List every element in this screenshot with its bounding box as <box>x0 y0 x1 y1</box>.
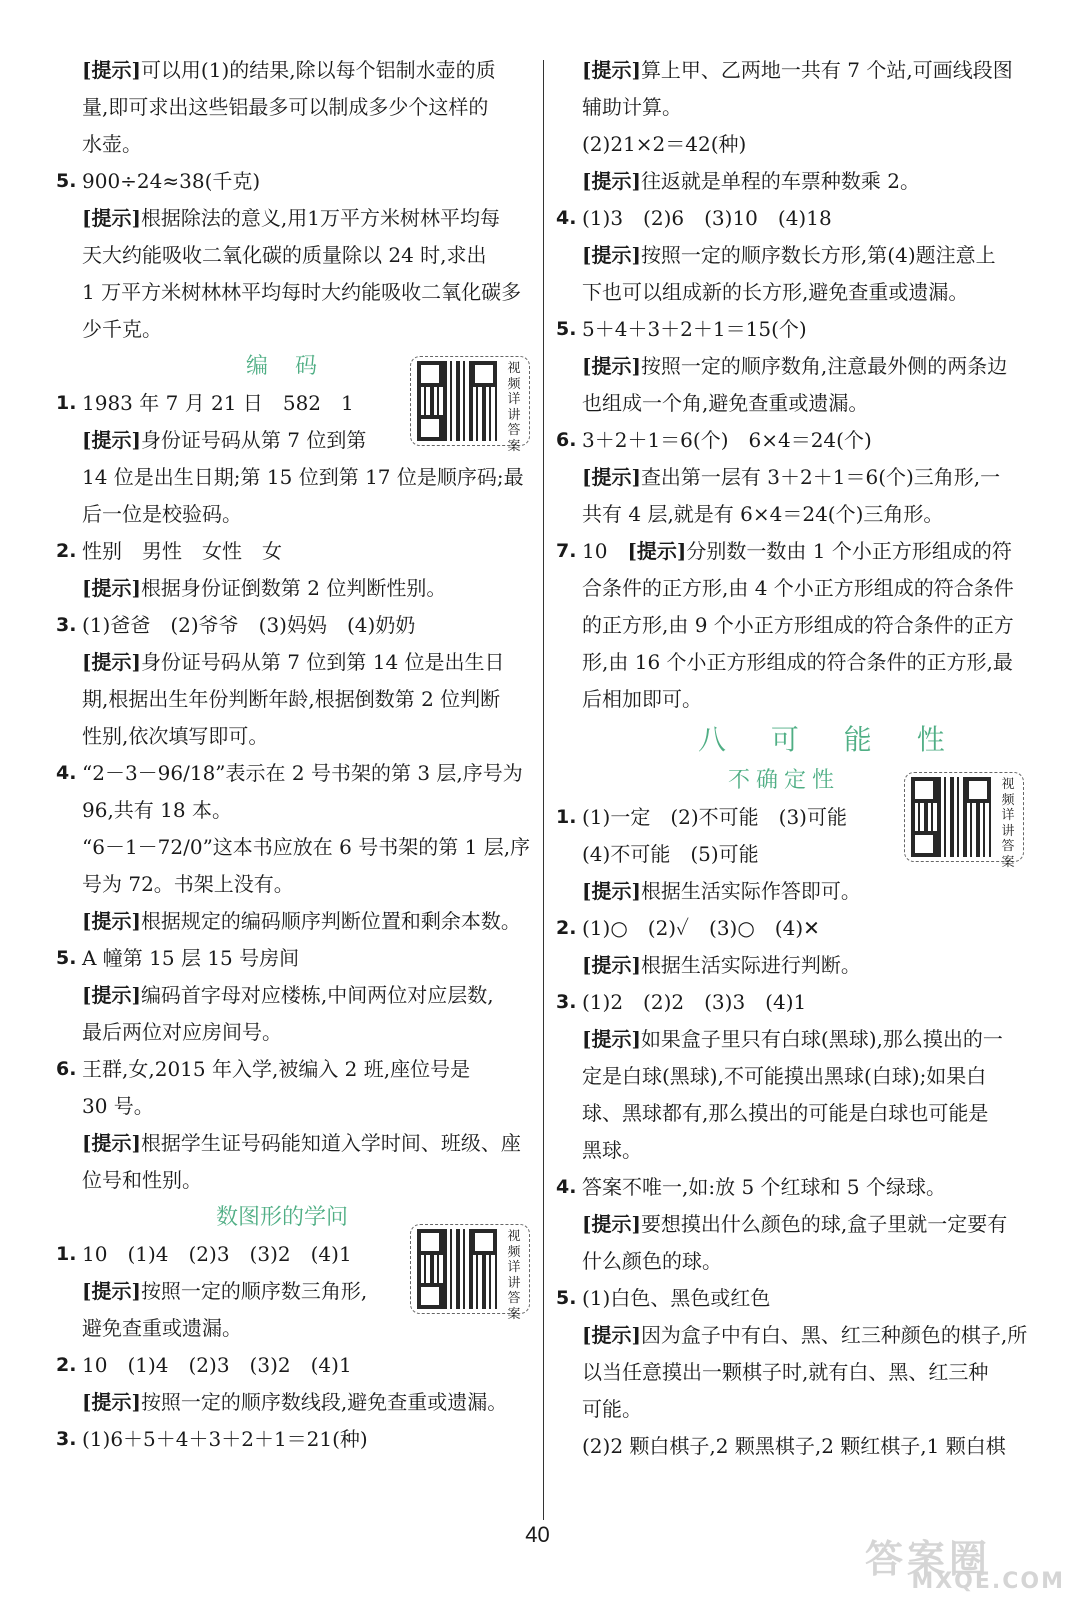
qr-code[interactable]: 视频详讲答案 <box>410 356 530 446</box>
hint-line: [提示]按照一定的顺序数三角形, <box>82 1279 368 1303</box>
text-line: 96,共有 18 本。 <box>82 798 232 822</box>
text-line: 的正方形,由 9 个小正方形组成的符合条件的正方 <box>582 613 1014 637</box>
section-title-shutu: 数图形的学问 <box>216 1205 349 1230</box>
hint-line: [提示]往返就是单程的车票种数乘 2。 <box>582 169 921 193</box>
text-line: 性别,依次填写即可。 <box>82 724 269 748</box>
question-3: 3. (1)2 (2)2 (3)3 (4)1 <box>556 990 807 1014</box>
text-line: 后相加即可。 <box>582 687 702 711</box>
hint-line: [提示]按照一定的顺序数角,注意最外侧的两条边 <box>582 354 1008 378</box>
question-5: 5. A 幢第 15 层 15 号房间 <box>56 946 300 970</box>
hint-line: [提示]根据身份证倒数第 2 位判断性别。 <box>82 576 447 600</box>
page-number: 40 <box>525 1522 550 1547</box>
text-line: 14 位是出生日期;第 15 位到第 17 位是顺序码;最 <box>82 465 524 489</box>
text-line: 30 号。 <box>82 1094 154 1118</box>
question-2: 2. 性别 男性 女性 女 <box>56 539 282 563</box>
text-line: 后一位是校验码。 <box>82 502 242 526</box>
question-3: 3. (1)6＋5＋4＋3＋2＋1＝21(种) <box>56 1427 368 1451</box>
text-line: 共有 4 层,就是有 6×4＝24(个)三角形。 <box>582 502 944 526</box>
question-1: 1. 10 (1)4 (2)3 (3)2 (4)1 <box>56 1242 352 1266</box>
text-line: 1 万平方米树林林平均每时大约能吸收二氧化碳多 <box>82 280 522 304</box>
text-line: 天大约能吸收二氧化碳的质量除以 24 时,求出 <box>82 243 487 267</box>
hint-line: [提示]根据生活实际进行判断。 <box>582 953 861 977</box>
hint-tag: [提示] <box>82 58 141 82</box>
text-line: 形,由 16 个小正方形组成的符合条件的正方形,最 <box>582 650 1013 674</box>
text-line: 水壶。 <box>82 132 142 156</box>
question-6: 6. 王群,女,2015 年入学,被编入 2 班,座位号是 <box>56 1057 471 1081</box>
hint-line: [提示]编码首字母对应楼栋,中间两位对应层数, <box>82 983 494 1007</box>
text-line: 避免查重或遗漏。 <box>82 1316 242 1340</box>
hint-line: [提示]根据规定的编码顺序判断位置和剩余本数。 <box>82 909 521 933</box>
question-2: 2. (1)○ (2)✓ (3)○ (4)✕ <box>556 916 820 940</box>
text-line: 量,即可求出这些铝最多可以制成多少个这样的 <box>82 95 489 119</box>
text-line: 最后两位对应房间号。 <box>82 1020 282 1044</box>
hint-line: [提示]身份证号码从第 7 位到第 14 位是出生日 <box>82 650 505 674</box>
text-line: 以当任意摸出一颗棋子时,就有白、黑、红三种 <box>582 1360 989 1384</box>
question-6: 6. 3＋2＋1＝6(个) 6×4＝24(个) <box>556 428 872 452</box>
watermark-logo: 答案圈 MXQE.COM <box>865 1537 1065 1594</box>
question-1: 1. (1)一定 (2)不可能 (3)可能 <box>556 805 847 829</box>
text-line: 也组成一个角,避免查重或遗漏。 <box>582 391 869 415</box>
qr-code-icon <box>911 777 991 857</box>
question-5: 5. (1)白色、黑色或红色 <box>556 1286 771 1310</box>
qr-code-icon <box>417 361 497 441</box>
question-2: 2. 10 (1)4 (2)3 (3)2 (4)1 <box>56 1353 352 1377</box>
text-line: 辅助计算。 <box>582 95 682 119</box>
hint-line: [提示]因为盒子中有白、黑、红三种颜色的棋子,所 <box>582 1323 1028 1347</box>
hint-line: [提示]算上甲、乙两地一共有 7 个站,可画线段图 <box>582 58 1013 82</box>
question-7: 7. 10 [提示]分别数一数由 1 个小正方形组成的符 <box>556 539 1012 563</box>
section-title-bianma: 编 码 <box>246 354 327 379</box>
text-line: [提示]可以用(1)的结果,除以每个铝制水壶的质 <box>82 58 496 82</box>
text-line: 合条件的正方形,由 4 个小正方形组成的符合条件 <box>582 576 1014 600</box>
text-line: “6－1－72/0”这本书应放在 6 号书架的第 1 层,序 <box>82 835 531 859</box>
question-3: 3. (1)爸爸 (2)爷爷 (3)妈妈 (4)奶奶 <box>56 613 416 637</box>
text-line: 位号和性别。 <box>82 1168 202 1192</box>
hint-line: [提示]要想摸出什么颜色的球,盒子里就一定要有 <box>582 1212 1008 1236</box>
text-line: (4)不可能 (5)可能 <box>582 842 759 866</box>
hint-line: [提示]根据除法的意义,用1万平方米树林平均每 <box>82 206 501 230</box>
right-column <box>556 52 1046 1465</box>
hint-line: [提示]身份证号码从第 7 位到第 <box>82 428 367 452</box>
hint-line: [提示]按照一定的顺序数长方形,第(4)题注意上 <box>582 243 996 267</box>
text-line: 号为 72。书架上没有。 <box>82 872 294 896</box>
qr-code[interactable]: 视频详讲答案 <box>410 1224 530 1314</box>
text-line: 什么颜色的球。 <box>582 1249 722 1273</box>
question-4: 4. 答案不唯一,如:放 5 个红球和 5 个绿球。 <box>556 1175 946 1199</box>
hint-line: [提示]查出第一层有 3＋2＋1＝6(个)三角形,一 <box>582 465 1001 489</box>
qr-code[interactable]: 视频详讲答案 <box>904 772 1024 862</box>
text-line: 期,根据出生年份判断年龄,根据倒数第 2 位判断 <box>82 687 501 711</box>
question-5: 5. 900÷24≈38(千克) <box>56 169 261 193</box>
hint-line: [提示]根据生活实际作答即可。 <box>582 879 861 903</box>
column-divider <box>543 60 544 1520</box>
chapter-title: 八 可 能 性 <box>698 723 963 756</box>
question-4: 4. “2－3－96/18”表示在 2 号书架的第 3 层,序号为 <box>56 761 523 785</box>
qr-code-icon <box>417 1229 497 1309</box>
question-1: 1. 1983 年 7 月 21 日 582 1 <box>56 391 354 415</box>
hint-line: [提示]如果盒子里只有白球(黑球),那么摸出的一 <box>582 1027 1003 1051</box>
text-line: 球、黑球都有,那么摸出的可能是白球也可能是 <box>582 1101 989 1125</box>
text-line: 可能。 <box>582 1397 642 1421</box>
text-line: 黑球。 <box>582 1138 642 1162</box>
text-line: 下也可以组成新的长方形,避免查重或遗漏。 <box>582 280 969 304</box>
hint-line: [提示]按照一定的顺序数线段,避免查重或遗漏。 <box>82 1390 508 1414</box>
text-line: (2)2 颗白棋子,2 颗黑棋子,2 颗红棋子,1 颗白棋 <box>582 1434 1006 1458</box>
section-title-buqueding: 不确定性 <box>728 768 841 793</box>
question-4: 4. (1)3 (2)6 (3)10 (4)18 <box>556 206 832 230</box>
text-line: (2)21×2＝42(种) <box>582 132 747 156</box>
text-line: 定是白球(黑球),不可能摸出黑球(白球);如果白 <box>582 1064 987 1088</box>
text-line: 少千克。 <box>82 317 162 341</box>
question-5: 5. 5＋4＋3＋2＋1＝15(个) <box>556 317 807 341</box>
hint-line: [提示]根据学生证号码能知道入学时间、班级、座 <box>82 1131 521 1155</box>
